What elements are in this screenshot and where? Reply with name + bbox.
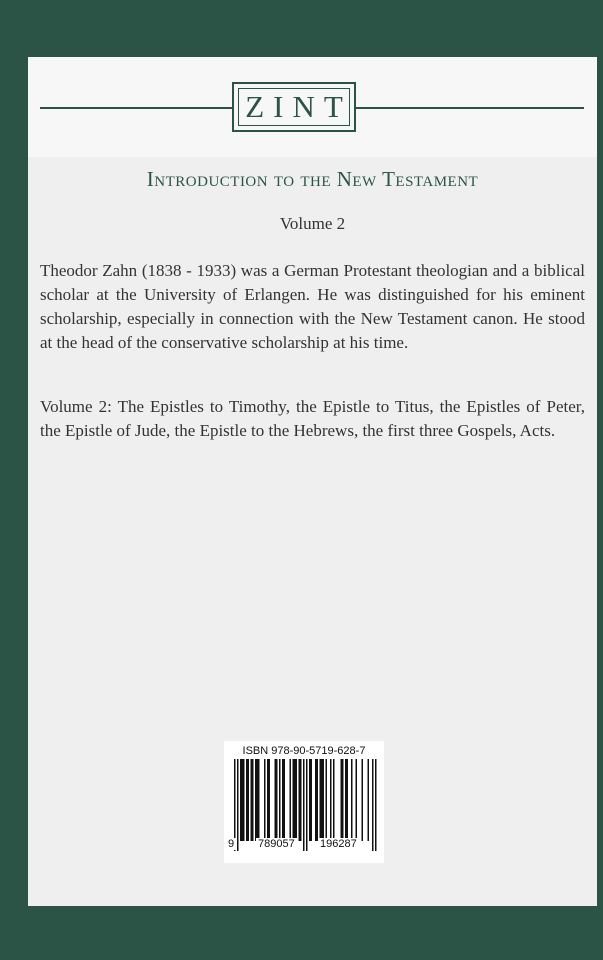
barcode-bar xyxy=(294,759,296,841)
publisher-logo xyxy=(232,82,356,132)
isbn-barcode xyxy=(224,741,384,863)
barcode-bar xyxy=(375,759,377,851)
barcode-bar xyxy=(303,759,305,851)
barcode-bar xyxy=(299,759,301,841)
barcode-bar xyxy=(257,759,259,841)
barcode-bar xyxy=(326,759,328,841)
barcode-bar xyxy=(269,759,271,841)
barcode-bar xyxy=(267,759,269,841)
barcode-bar xyxy=(356,759,358,841)
barcode-bar xyxy=(306,759,308,851)
barcode-right-digits: 196287 xyxy=(320,838,357,850)
barcode-bar xyxy=(258,759,260,841)
barcode-bar xyxy=(368,759,370,841)
barcode-bar xyxy=(330,759,332,841)
isbn-label: ISBN 978-90-5719-628-7 xyxy=(242,745,366,757)
barcode-bar xyxy=(321,759,323,841)
barcode-bar xyxy=(246,759,248,841)
back-cover-panel xyxy=(28,57,597,906)
barcode-bar xyxy=(276,759,278,841)
barcode-bar xyxy=(279,759,281,841)
volume-contents: Volume 2: The Epistles to Timothy, the Epistle to Titus, the Epistles of Peter, the Epistle of Jude, the Epistle to the Hebrews, the first three Gospels, Acts. xyxy=(40,397,585,440)
barcode-bar xyxy=(275,759,277,841)
barcode-bar xyxy=(320,759,322,841)
barcode-bar xyxy=(248,759,250,841)
barcode-bar xyxy=(237,759,239,851)
volume-label: Volume 2 xyxy=(279,214,346,233)
barcode-bar xyxy=(282,759,284,841)
barcode-bar xyxy=(347,759,349,841)
barcode-bar xyxy=(240,759,242,841)
barcode-bar xyxy=(341,759,343,841)
header-rule-left xyxy=(40,107,242,109)
header-band xyxy=(28,57,597,157)
barcode-bar xyxy=(242,759,244,841)
barcode-bar xyxy=(284,759,286,841)
barcode-bar xyxy=(296,759,298,841)
barcode-lead-digit: 9 xyxy=(228,838,235,850)
barcode-bar xyxy=(362,759,364,841)
barcode-bar xyxy=(309,759,311,841)
barcode-bar xyxy=(323,759,325,841)
header-rule-right xyxy=(354,107,584,109)
logo-text: ZINT xyxy=(245,89,352,124)
barcode-bar xyxy=(317,759,319,841)
barcode-bar xyxy=(251,759,253,841)
author-description: Theodor Zahn (1838 - 1933) was a German Protestant theologian and a biblical scholar at the University of Erlangen. He was distinguished for his eminent scholarship, especially in connection with the New Testament canon. He stood at the head of the conservative scholarship at his time. xyxy=(40,261,585,352)
barcode-left-digits: 789057 xyxy=(258,838,295,850)
barcode-bar xyxy=(293,759,295,841)
barcode-bar xyxy=(372,759,374,851)
barcode-bar xyxy=(255,759,257,841)
barcode-bar xyxy=(290,759,292,841)
barcode-bar xyxy=(264,759,266,841)
barcode-bar xyxy=(252,759,254,841)
barcode-bar xyxy=(351,759,353,841)
barcode-bar xyxy=(345,759,347,841)
barcode-bar xyxy=(300,759,302,841)
barcode-bar xyxy=(243,759,245,841)
book-title: Introduction to the New Testament xyxy=(146,167,479,191)
barcode-bar xyxy=(311,759,313,841)
barcode-bar xyxy=(342,759,344,841)
barcode-bar xyxy=(315,759,317,841)
barcode-bar xyxy=(333,759,335,841)
